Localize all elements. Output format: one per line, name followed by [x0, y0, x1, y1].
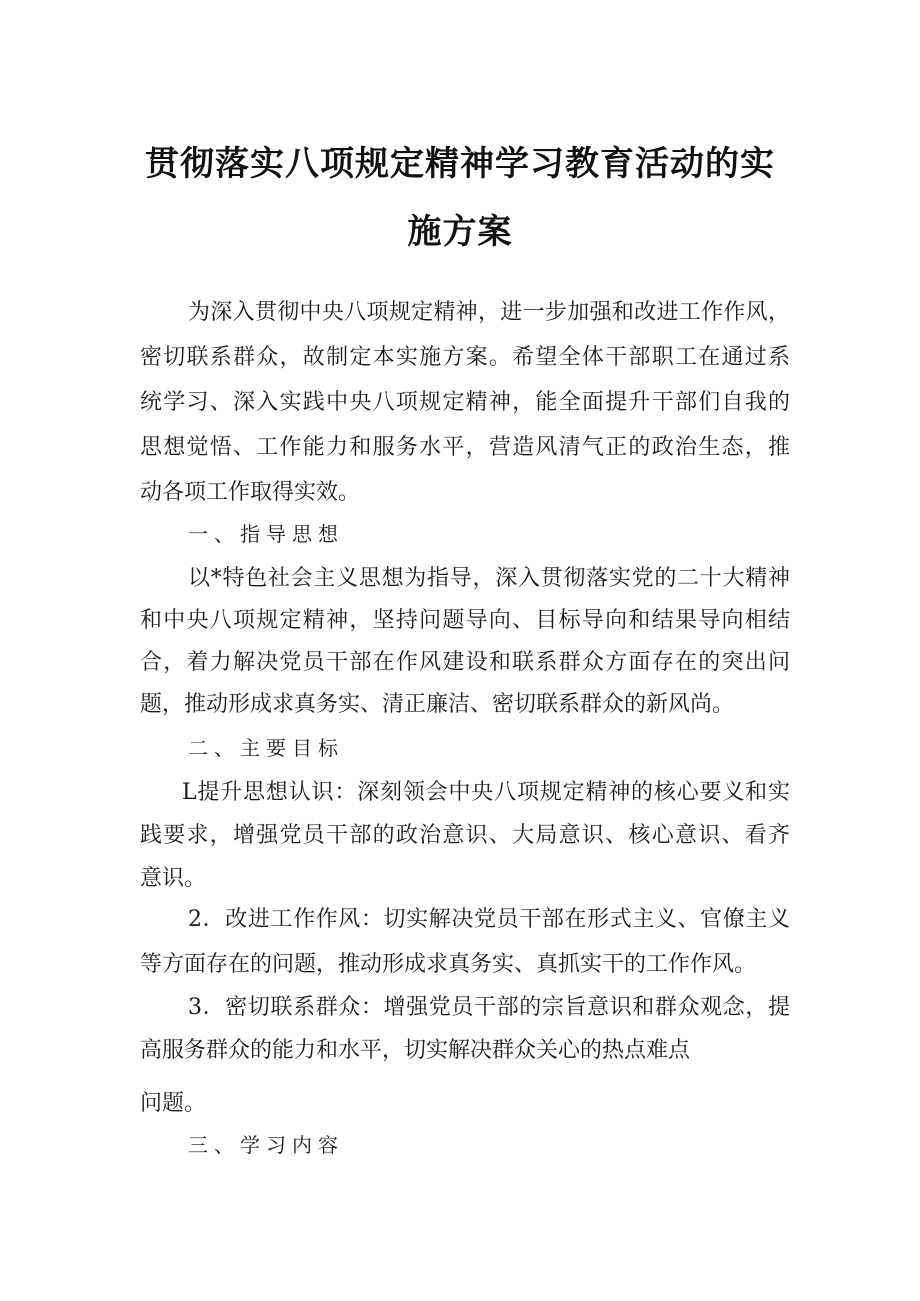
section1-line-1: 以*特色社会主义思想为指导，深入贯彻落实党的二十大精神: [188, 566, 790, 591]
section-heading-guiding-ideology: 一、指导思想: [188, 522, 344, 546]
goal3-line-3: 问题。: [140, 1091, 207, 1116]
goal2-line-2: 等方面存在的问题，推动形成求真务实、真抓实干的工作作风。: [140, 952, 757, 977]
section1-line-4: 题，推动形成求真务实、清正廉洁、密切联系群众的新风尚。: [140, 692, 735, 717]
section-heading-study-content: 三、学习内容: [188, 1133, 344, 1157]
section1-line-3: 合，着力解决党员干部在作风建设和联系群众方面存在的突出问: [140, 650, 790, 675]
goal1-line-3: 意识。: [140, 866, 207, 891]
goal1-line-2: 践要求，增强党员干部的政治意识、大局意识、核心意识、看齐: [140, 823, 790, 848]
document-title-line-1: 贯彻落实八项规定精神学习教育活动的实: [145, 144, 775, 184]
goal3-line-2: 高服务群众的能力和水平，切实解决群众关心的热点难点: [140, 1038, 691, 1063]
intro-line-3: 统学习、深入实践中央八项规定精神，能全面提升干部们自我的: [140, 390, 790, 415]
goal3-line-1: 3．密切联系群众：增强党员干部的宗旨意识和群众观念，提: [188, 995, 790, 1020]
section1-line-2: 和中央八项规定精神，坚持问题导向、目标导向和结果导向相结: [140, 608, 790, 633]
intro-line-2: 密切联系群众，故制定本实施方案。希望全体干部职工在通过系: [140, 345, 790, 370]
intro-line-4: 思想觉悟、工作能力和服务水平，营造风清气正的政治生态，推: [140, 435, 790, 460]
goal1-line-1: L提升思想认识：深刻领会中央八项规定精神的核心要义和实: [182, 780, 790, 805]
intro-line-1: 为深入贯彻中央八项规定精神，进一步加强和改进工作作风，: [188, 300, 790, 325]
intro-line-5: 动各项工作取得实效。: [140, 480, 361, 505]
document-title-line-2: 施方案: [407, 212, 513, 252]
section-heading-main-goals: 二、主要目标: [188, 736, 344, 760]
goal2-line-1: 2．改进工作作风：切实解决党员干部在形式主义、官僚主义: [188, 907, 790, 932]
